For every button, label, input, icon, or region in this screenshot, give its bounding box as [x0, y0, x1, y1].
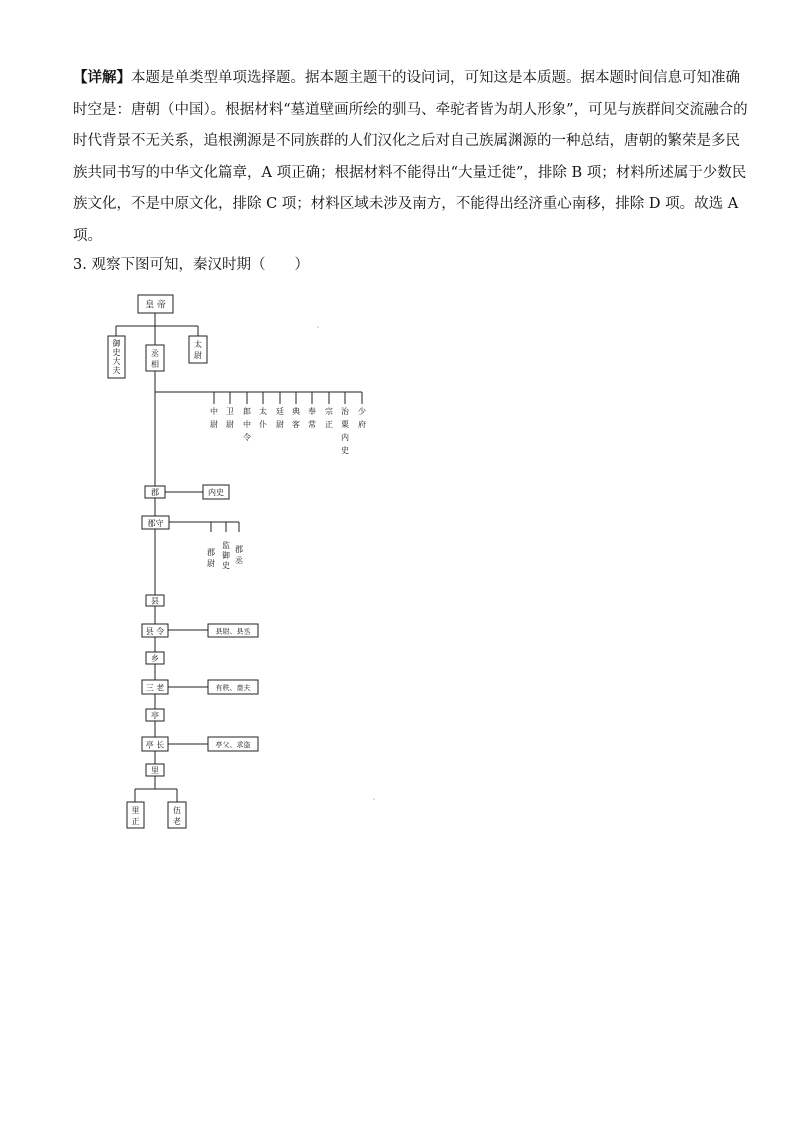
minister-dianke	[292, 406, 301, 429]
ting-label: 亭	[151, 711, 159, 720]
sanlao-node	[142, 680, 168, 694]
xian-officials-label: 县尉、县丞	[215, 627, 251, 636]
jun-label: 郡	[151, 488, 159, 497]
jun-cheng	[235, 545, 243, 565]
svg-text:太: 太	[259, 407, 267, 416]
svg-text:府: 府	[358, 420, 366, 429]
svg-text:郡: 郡	[235, 545, 243, 554]
minister-langzhongling	[243, 406, 251, 442]
jun-node	[145, 486, 165, 498]
minister-taipu	[259, 406, 267, 429]
junshou-label: 郡守	[147, 519, 164, 528]
jun-wei	[207, 548, 215, 568]
scan-speck	[317, 326, 319, 328]
wulao-char: 伍	[173, 806, 181, 815]
svg-text:中: 中	[210, 407, 218, 416]
yushi-char: 御	[112, 339, 121, 348]
explanation-line-1: 【详解】本题是单类型单项选择题。据本题主题干的设问词，可知这是本质题。据本题时间信息可知准确	[73, 69, 740, 86]
xian-label: 县	[151, 596, 159, 606]
explanation-line-6: 项。	[73, 227, 102, 244]
lizheng-char: 里	[131, 806, 140, 815]
taiwei-char: 太	[194, 340, 202, 349]
neishi-label: 内史	[208, 488, 224, 497]
svg-text:郎: 郎	[243, 407, 251, 416]
svg-text:监: 监	[222, 541, 230, 550]
wulao-char: 老	[173, 817, 181, 826]
li-label: 里	[151, 766, 159, 775]
emperor-node	[138, 295, 173, 313]
yushi-dafu-node	[108, 336, 125, 378]
explanation-line-4: 族共同书写的中华文化篇章，A 项正确；根据材料不能得出“大量迁徙”，排除 B 项；材料所述属于少数民	[73, 164, 747, 181]
scan-speck	[373, 798, 375, 800]
yushi-char: 史	[112, 348, 121, 357]
svg-text:中: 中	[243, 420, 251, 429]
minister-shaofu	[358, 406, 366, 429]
svg-text:正: 正	[325, 420, 333, 429]
explanation-line-5: 族文化，不是中原文化，排除 C 项；材料区域未涉及南方，不能得出经济重心南移，排除 D 项。故选 A	[73, 196, 739, 212]
svg-text:典: 典	[292, 407, 300, 416]
svg-text:治: 治	[341, 407, 349, 416]
svg-text:粟: 粟	[341, 420, 349, 429]
svg-text:御: 御	[222, 551, 230, 560]
xiang-node	[146, 652, 164, 664]
svg-text:卫: 卫	[226, 407, 234, 416]
taiwei-node	[189, 336, 207, 363]
explanation-tag: 【详解】	[73, 69, 131, 86]
svg-text:尉: 尉	[226, 420, 234, 429]
svg-text:奉: 奉	[308, 407, 316, 416]
explanation-line-2: 时空是：唐朝（中国）。根据材料“墓道壁画所绘的驯马、牵驼者皆为胡人形象”，可见与族群间交流融合的	[73, 101, 748, 118]
chengxiang-char: 相	[151, 360, 159, 369]
lizheng-char: 正	[131, 817, 140, 826]
question-text: 观察下图可知，秦汉时期（ ）	[91, 257, 309, 273]
xian-officials-node	[208, 624, 258, 637]
svg-text:尉: 尉	[210, 420, 218, 429]
minister-fengchang	[308, 406, 316, 429]
svg-text:尉: 尉	[207, 559, 215, 568]
minister-zongzheng	[325, 406, 333, 429]
xiang-label: 乡	[151, 654, 159, 663]
minister-tingwei	[276, 407, 284, 429]
chengxiang-char: 丞	[151, 349, 159, 358]
minister-weiwei	[226, 407, 234, 429]
svg-text:尉: 尉	[276, 420, 284, 429]
svg-text:常: 常	[308, 420, 316, 429]
jun-officials-group	[207, 540, 243, 570]
svg-text:丞: 丞	[235, 556, 243, 565]
ting-officials-label: 亭父、求盗	[215, 741, 251, 749]
question-number: 3.	[73, 257, 87, 273]
neishi-node	[203, 485, 229, 499]
lizheng-node	[127, 802, 144, 828]
tingzhang-node	[142, 737, 168, 751]
li-node	[146, 764, 164, 776]
minister-zhongwei	[210, 406, 218, 429]
svg-text:仆: 仆	[259, 420, 267, 429]
svg-text:宗: 宗	[325, 407, 333, 416]
svg-text:内: 内	[341, 433, 349, 442]
ministers-group	[210, 406, 366, 455]
svg-text:史: 史	[341, 446, 349, 455]
svg-text:少: 少	[358, 407, 366, 416]
chengxiang-node	[146, 345, 164, 371]
emperor-label: 皇 帝	[145, 300, 166, 311]
yushi-char: 夫	[112, 366, 121, 375]
svg-text:客: 客	[292, 420, 300, 429]
junshou-node	[142, 516, 169, 529]
xianling-node	[142, 624, 168, 637]
jian-yushi	[222, 540, 230, 570]
sanlao-label: 三 老	[145, 683, 165, 693]
minister-zhisu-neishi	[341, 406, 350, 455]
ting-officials-node	[208, 737, 258, 751]
svg-text:廷: 廷	[276, 407, 284, 416]
xianling-label: 县 令	[145, 627, 165, 636]
ting-node	[146, 709, 164, 721]
tingzhang-label: 亭 长	[145, 740, 165, 750]
svg-text:郡: 郡	[207, 548, 215, 557]
explanation-line-3: 时代背景不无关系，追根溯源是不同族群的人们汉化之后对自己族属渊源的一种总结，唐朝的繁荣是多民	[73, 133, 740, 149]
svg-text:史: 史	[222, 561, 230, 570]
taiwei-char: 尉	[194, 351, 202, 360]
xiang-officials-label: 有秩、啬夫	[215, 684, 251, 692]
xian-node	[146, 595, 164, 606]
svg-text:令: 令	[243, 433, 251, 442]
wulao-node	[168, 802, 186, 828]
xiang-officials-node	[208, 680, 258, 694]
yushi-char: 大	[112, 357, 121, 366]
